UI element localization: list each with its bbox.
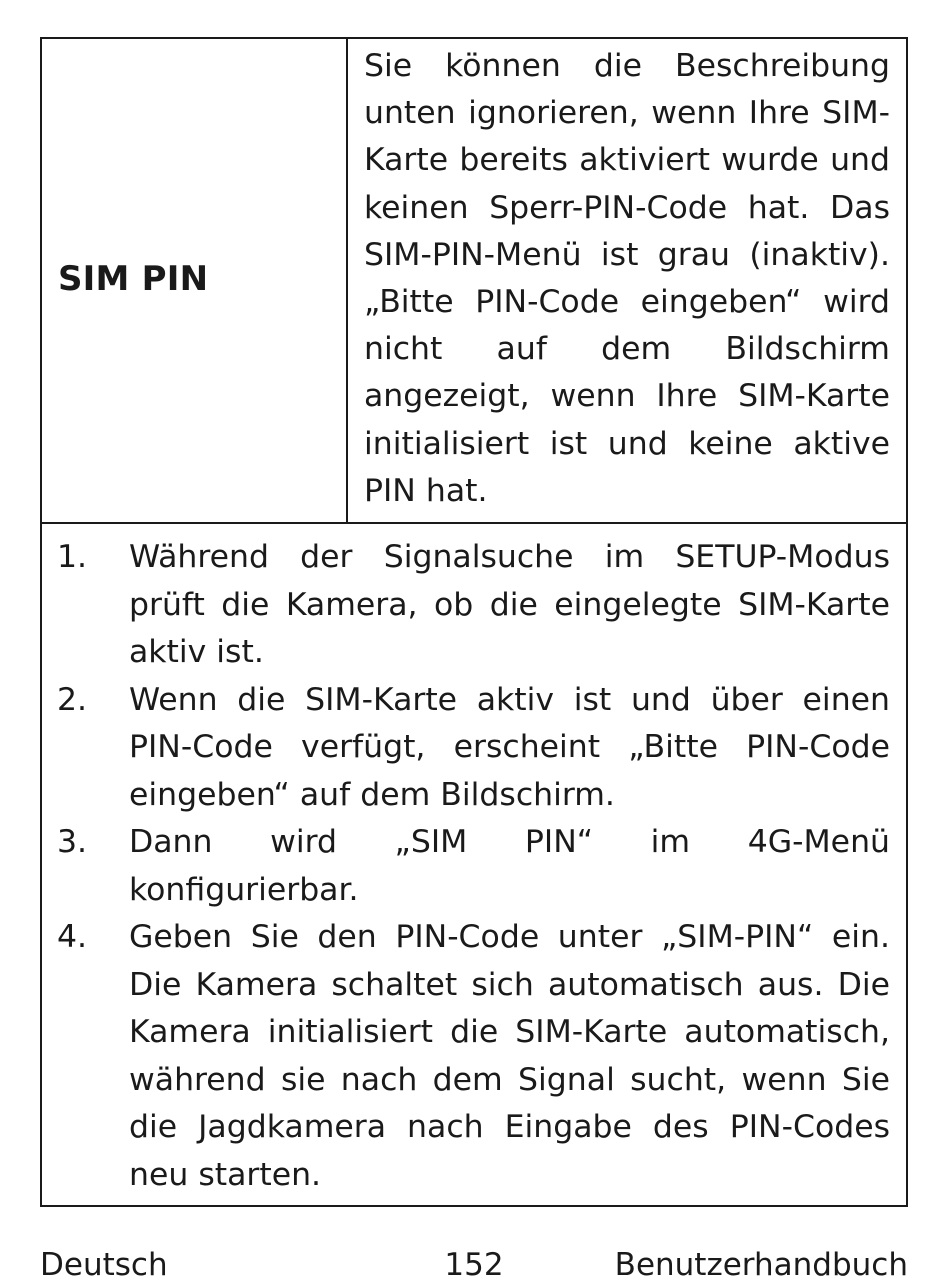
page-footer: [40, 1244, 908, 1286]
list-item: [57, 819, 890, 914]
page-number: 152: [444, 1247, 504, 1283]
step-number: 3.: [57, 824, 88, 860]
steps-list: [42, 524, 906, 1205]
list-item: [57, 677, 890, 820]
sim-pin-table: [40, 37, 908, 1207]
list-item: [57, 914, 890, 1199]
step-text: Dann wird „SIM PIN“ im 4G-Menü konfigurierbar.: [129, 824, 890, 908]
step-text: Wenn die SIM-Karte aktiv ist und über einen PIN-Code verfügt, erscheint „Bitte PIN-Code eingeben“ auf dem Bildschirm.: [129, 681, 890, 813]
sim-pin-row: [42, 39, 906, 524]
step-number: 1.: [57, 539, 88, 575]
footer-language: Deutsch: [40, 1247, 168, 1283]
row-label: SIM PIN: [58, 258, 209, 299]
step-text: Geben Sie den PIN-Code unter „SIM-PIN“ ein. Die Kamera schaltet sich automatisch aus. Die Kamera initialisiert die SIM-Karte automatisch, während sie nach dem Signal sucht, wenn Sie die Jagdkamera nach Eingabe des PIN-Codes neu starten.: [129, 919, 890, 1193]
row-description: Sie können die Beschreibung unten ignorieren, wenn Ihre SIM-Karte bereits aktiviert wurde und keinen Sperr-PIN-Code hat. Das SIM-PIN-Menü ist grau (inaktiv). „Bitte PIN-Code eingeben“ wird nicht auf dem Bildschirm angezeigt, wenn Ihre SIM-Karte initialisiert ist und keine aktive PIN hat.: [364, 48, 890, 509]
step-number: 2.: [57, 681, 88, 718]
description-cell: [348, 39, 906, 522]
step-number: 4.: [57, 919, 88, 955]
footer-manual-title: Benutzerhandbuch: [614, 1247, 908, 1283]
label-cell: [42, 39, 348, 522]
step-text: Während der Signalsuche im SETUP-Modus prüft die Kamera, ob die eingelegte SIM-Karte aktiv ist.: [129, 539, 890, 670]
list-item: [57, 534, 890, 677]
